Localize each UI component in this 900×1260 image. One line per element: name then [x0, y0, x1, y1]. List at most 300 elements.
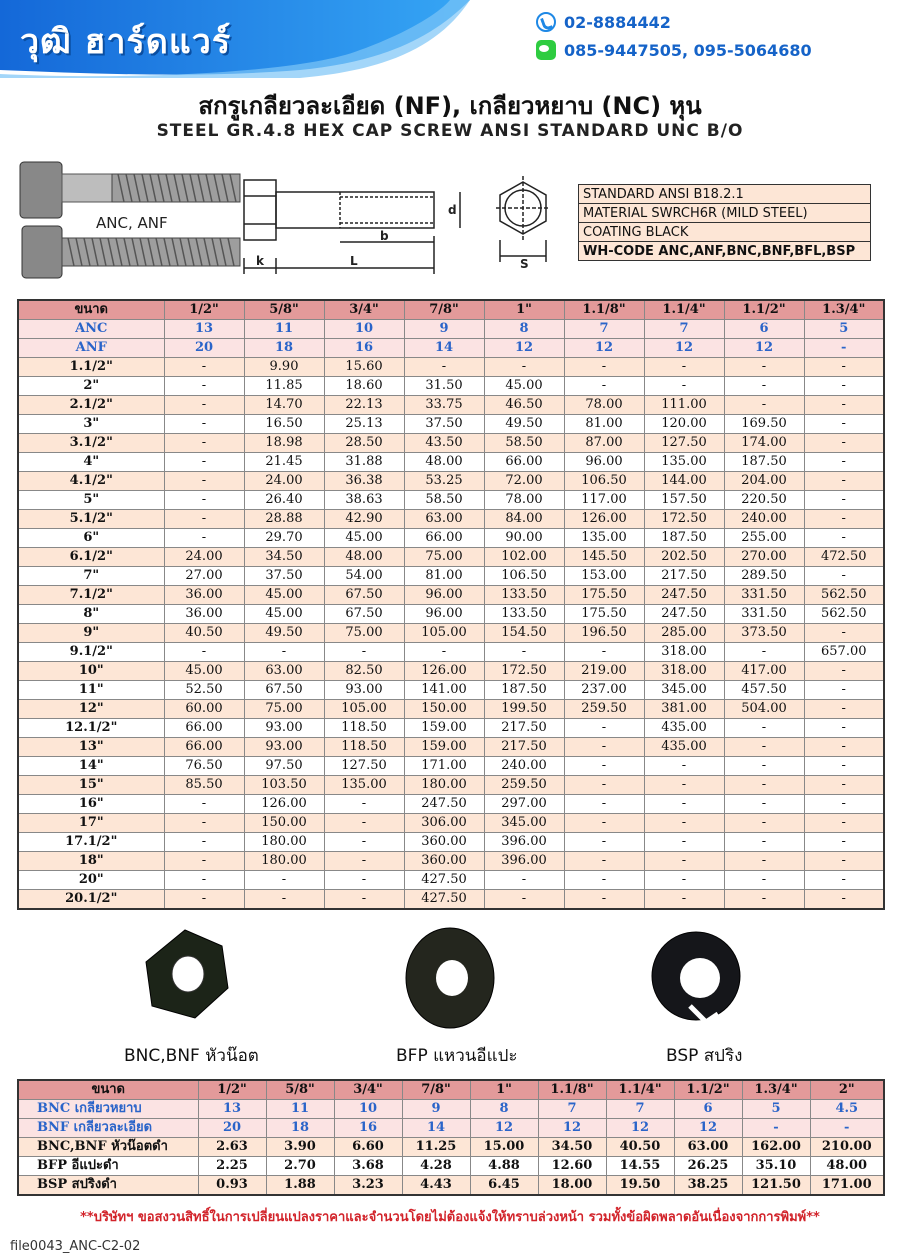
value-cell: 199.50: [484, 700, 564, 719]
value-cell: 373.50: [724, 624, 804, 643]
value-cell: 126.00: [404, 662, 484, 681]
value-cell: 1": [470, 1080, 538, 1100]
value-cell: -: [564, 795, 644, 814]
value-cell: -: [564, 871, 644, 890]
table-row: [18, 396, 884, 415]
value-cell: 11: [244, 320, 324, 339]
value-cell: 159.00: [404, 738, 484, 757]
value-cell: -: [804, 415, 884, 434]
value-cell: 85.50: [164, 776, 244, 795]
value-cell: 187.50: [644, 529, 724, 548]
flat-washer-icon: [406, 928, 494, 1028]
row-label-cell: 18": [18, 852, 164, 871]
value-cell: 12: [606, 1119, 674, 1138]
value-cell: 6: [674, 1100, 742, 1119]
value-cell: 360.00: [404, 852, 484, 871]
value-cell: -: [644, 377, 724, 396]
value-cell: 657.00: [804, 643, 884, 662]
value-cell: 120.00: [644, 415, 724, 434]
value-cell: 22.13: [324, 396, 404, 415]
value-cell: -: [724, 814, 804, 833]
value-cell: -: [244, 871, 324, 890]
value-cell: -: [164, 415, 244, 434]
value-cell: 427.50: [404, 890, 484, 910]
value-cell: -: [564, 890, 644, 910]
value-cell: -: [164, 510, 244, 529]
value-cell: -: [564, 738, 644, 757]
value-cell: 5/8": [244, 300, 324, 320]
value-cell: 318.00: [644, 643, 724, 662]
value-cell: 13: [198, 1100, 266, 1119]
value-cell: -: [164, 890, 244, 910]
value-cell: 8: [484, 320, 564, 339]
value-cell: -: [164, 852, 244, 871]
value-cell: -: [724, 738, 804, 757]
table-row: [18, 662, 884, 681]
row-label-cell: 7": [18, 567, 164, 586]
table-row: [18, 586, 884, 605]
value-cell: 34.50: [244, 548, 324, 567]
value-cell: 46.50: [484, 396, 564, 415]
nut-price-table: [17, 1079, 885, 1196]
value-cell: 240.00: [724, 510, 804, 529]
value-cell: -: [804, 510, 884, 529]
value-cell: 38.25: [674, 1176, 742, 1196]
value-cell: 48.00: [404, 453, 484, 472]
value-cell: 75.00: [244, 700, 324, 719]
value-cell: -: [804, 776, 884, 795]
product-label-nut: BNC,BNF หัวน๊อต: [124, 1046, 259, 1066]
value-cell: 37.50: [244, 567, 324, 586]
row-label-cell: 20": [18, 871, 164, 890]
nut-header-row: [18, 1080, 884, 1100]
value-cell: -: [484, 890, 564, 910]
value-cell: -: [742, 1119, 810, 1138]
table-row: [18, 833, 884, 852]
value-cell: 105.00: [404, 624, 484, 643]
value-cell: 48.00: [324, 548, 404, 567]
value-cell: 18: [266, 1119, 334, 1138]
value-cell: 318.00: [644, 662, 724, 681]
value-cell: 5: [742, 1100, 810, 1119]
row-label-cell: 1.1/2": [18, 358, 164, 377]
value-cell: 96.00: [564, 453, 644, 472]
value-cell: -: [244, 643, 324, 662]
phone-number: 02-8884442: [564, 12, 671, 32]
value-cell: -: [804, 624, 884, 643]
value-cell: 172.50: [484, 662, 564, 681]
value-cell: 331.50: [724, 605, 804, 624]
value-cell: 121.50: [742, 1176, 810, 1196]
value-cell: 135.00: [644, 453, 724, 472]
value-cell: 1": [484, 300, 564, 320]
value-cell: 6: [724, 320, 804, 339]
value-cell: -: [804, 491, 884, 510]
value-cell: 247.50: [644, 605, 724, 624]
file-code: file0043_ANC-C2-02: [10, 1239, 141, 1254]
value-cell: 562.50: [804, 586, 884, 605]
value-cell: 127.50: [644, 434, 724, 453]
value-cell: 96.00: [404, 605, 484, 624]
value-cell: 1.88: [266, 1176, 334, 1196]
value-cell: -: [644, 795, 724, 814]
value-cell: 97.50: [244, 757, 324, 776]
value-cell: 103.50: [244, 776, 324, 795]
value-cell: -: [564, 833, 644, 852]
value-cell: 217.50: [484, 719, 564, 738]
value-cell: 24.00: [244, 472, 324, 491]
value-cell: 78.00: [564, 396, 644, 415]
table-row: [18, 453, 884, 472]
value-cell: -: [164, 453, 244, 472]
value-cell: -: [804, 852, 884, 871]
value-cell: 150.00: [244, 814, 324, 833]
value-cell: 3.68: [334, 1157, 402, 1176]
table-row: [18, 605, 884, 624]
value-cell: 12: [470, 1119, 538, 1138]
table-row: [18, 624, 884, 643]
hex-nut-icon: [146, 930, 228, 1018]
value-cell: -: [564, 377, 644, 396]
value-cell: 187.50: [484, 681, 564, 700]
value-cell: 4.43: [402, 1176, 470, 1196]
table-row: [18, 776, 884, 795]
value-cell: -: [644, 757, 724, 776]
nut-price-row: [18, 1138, 884, 1157]
header-banner: [0, 0, 900, 78]
value-cell: 1.1/2": [724, 300, 804, 320]
value-cell: 75.00: [324, 624, 404, 643]
value-cell: -: [724, 377, 804, 396]
value-cell: 16.50: [244, 415, 324, 434]
value-cell: 153.00: [564, 567, 644, 586]
brand-name: วุฒิ ฮาร์ดแวร์: [20, 22, 232, 62]
value-cell: 3.23: [334, 1176, 402, 1196]
row-label-cell: 6": [18, 529, 164, 548]
value-cell: 175.50: [564, 586, 644, 605]
value-cell: -: [164, 795, 244, 814]
value-cell: 106.50: [564, 472, 644, 491]
value-cell: 81.00: [564, 415, 644, 434]
value-cell: 133.50: [484, 605, 564, 624]
value-cell: 7/8": [404, 300, 484, 320]
value-cell: 102.00: [484, 548, 564, 567]
row-label-cell: 6.1/2": [18, 548, 164, 567]
value-cell: 345.00: [644, 681, 724, 700]
value-cell: 93.00: [244, 719, 324, 738]
value-cell: 12: [538, 1119, 606, 1138]
value-cell: -: [804, 814, 884, 833]
value-cell: 37.50: [404, 415, 484, 434]
table-row: [18, 548, 884, 567]
value-cell: 154.50: [484, 624, 564, 643]
row-label-cell: ANF: [18, 339, 164, 358]
value-cell: -: [804, 396, 884, 415]
value-cell: 63.00: [674, 1138, 742, 1157]
value-cell: 67.50: [244, 681, 324, 700]
row-label-cell: 5.1/2": [18, 510, 164, 529]
bolt-price-table: [17, 299, 885, 910]
value-cell: -: [644, 814, 724, 833]
value-cell: 45.00: [164, 662, 244, 681]
row-label-cell: 16": [18, 795, 164, 814]
value-cell: 28.88: [244, 510, 324, 529]
value-cell: 457.50: [724, 681, 804, 700]
table-row: [18, 814, 884, 833]
value-cell: 237.00: [564, 681, 644, 700]
value-cell: 118.50: [324, 719, 404, 738]
row-label-cell: 4.1/2": [18, 472, 164, 491]
value-cell: 58.50: [484, 434, 564, 453]
value-cell: -: [164, 529, 244, 548]
value-cell: 1.1/8": [564, 300, 644, 320]
value-cell: 105.00: [324, 700, 404, 719]
value-cell: 169.50: [724, 415, 804, 434]
value-cell: 175.50: [564, 605, 644, 624]
value-cell: 66.00: [164, 738, 244, 757]
dim-k-label: k: [256, 254, 264, 268]
value-cell: 3/4": [334, 1080, 402, 1100]
value-cell: 562.50: [804, 605, 884, 624]
value-cell: 45.00: [244, 605, 324, 624]
value-cell: 217.50: [484, 738, 564, 757]
row-label-cell: 8": [18, 605, 164, 624]
value-cell: 72.00: [484, 472, 564, 491]
phone-contact[interactable]: [536, 12, 671, 32]
value-cell: 7: [606, 1100, 674, 1119]
value-cell: 259.50: [484, 776, 564, 795]
value-cell: -: [724, 776, 804, 795]
value-cell: -: [404, 358, 484, 377]
spec-standard: STANDARD ANSI B18.2.1: [579, 185, 871, 204]
value-cell: -: [644, 358, 724, 377]
value-cell: 67.50: [324, 605, 404, 624]
value-cell: -: [804, 434, 884, 453]
value-cell: 135.00: [324, 776, 404, 795]
value-cell: -: [564, 643, 644, 662]
value-cell: 7/8": [402, 1080, 470, 1100]
table-row: [18, 415, 884, 434]
product-label-spring: BSP สปริง: [666, 1046, 743, 1066]
value-cell: 34.50: [538, 1138, 606, 1157]
dim-s-label: S: [520, 257, 529, 271]
bnc-thread-row: [18, 1100, 884, 1119]
value-cell: 33.75: [404, 396, 484, 415]
row-label-cell: 4": [18, 453, 164, 472]
value-cell: 35.10: [742, 1157, 810, 1176]
row-label-cell: BFP อีแปะดำ: [18, 1157, 198, 1176]
value-cell: 15.00: [470, 1138, 538, 1157]
value-cell: 180.00: [404, 776, 484, 795]
value-cell: -: [404, 643, 484, 662]
value-cell: 247.50: [404, 795, 484, 814]
value-cell: 25.13: [324, 415, 404, 434]
value-cell: 13: [164, 320, 244, 339]
value-cell: 396.00: [484, 833, 564, 852]
value-cell: -: [164, 377, 244, 396]
value-cell: 45.00: [244, 586, 324, 605]
value-cell: 150.00: [404, 700, 484, 719]
value-cell: 171.00: [810, 1176, 884, 1196]
value-cell: -: [164, 643, 244, 662]
value-cell: -: [164, 871, 244, 890]
value-cell: 63.00: [244, 662, 324, 681]
value-cell: 12: [484, 339, 564, 358]
value-cell: -: [724, 833, 804, 852]
value-cell: 12: [564, 339, 644, 358]
value-cell: 1.1/2": [674, 1080, 742, 1100]
value-cell: -: [164, 396, 244, 415]
value-cell: 48.00: [810, 1157, 884, 1176]
value-cell: 3/4": [324, 300, 404, 320]
value-cell: -: [564, 358, 644, 377]
value-cell: 38.63: [324, 491, 404, 510]
hex-head-end-view: [496, 176, 550, 262]
value-cell: 40.50: [606, 1138, 674, 1157]
value-cell: 78.00: [484, 491, 564, 510]
value-cell: 1.1/4": [644, 300, 724, 320]
value-cell: 504.00: [724, 700, 804, 719]
value-cell: 28.50: [324, 434, 404, 453]
value-cell: 289.50: [724, 567, 804, 586]
value-cell: 90.00: [484, 529, 564, 548]
row-label-cell: 7.1/2": [18, 586, 164, 605]
value-cell: 126.00: [564, 510, 644, 529]
value-cell: 1.1/8": [538, 1080, 606, 1100]
value-cell: -: [244, 890, 324, 910]
row-label-cell: 9": [18, 624, 164, 643]
table-row: [18, 529, 884, 548]
value-cell: 285.00: [644, 624, 724, 643]
anc-thread-row: [18, 320, 884, 339]
table-row: [18, 358, 884, 377]
value-cell: 82.50: [324, 662, 404, 681]
value-cell: -: [724, 396, 804, 415]
value-cell: 75.00: [404, 548, 484, 567]
row-label-cell: BNF เกลียวละเอียด: [18, 1119, 198, 1138]
value-cell: -: [804, 833, 884, 852]
value-cell: 162.00: [742, 1138, 810, 1157]
title-thai: สกรูเกลียวละเอียด (NF), เกลียวหยาบ (NC) หุน: [198, 92, 702, 120]
table-row: [18, 757, 884, 776]
row-label-cell: BSP สปริงดำ: [18, 1176, 198, 1196]
value-cell: -: [804, 871, 884, 890]
spec-table: [578, 184, 871, 261]
row-label-cell: 11": [18, 681, 164, 700]
value-cell: -: [804, 757, 884, 776]
table-row: [18, 567, 884, 586]
value-cell: 67.50: [324, 586, 404, 605]
value-cell: 45.00: [324, 529, 404, 548]
phone-icon: [536, 12, 556, 32]
value-cell: -: [804, 529, 884, 548]
row-label-cell: 12.1/2": [18, 719, 164, 738]
value-cell: -: [324, 795, 404, 814]
table-row: [18, 510, 884, 529]
value-cell: 45.00: [484, 377, 564, 396]
value-cell: -: [324, 814, 404, 833]
line-app-icon: [536, 40, 556, 60]
value-cell: 40.50: [164, 624, 244, 643]
value-cell: -: [724, 890, 804, 910]
value-cell: 26.40: [244, 491, 324, 510]
value-cell: 93.00: [244, 738, 324, 757]
row-label-cell: 10": [18, 662, 164, 681]
table-row: [18, 643, 884, 662]
value-cell: 381.00: [644, 700, 724, 719]
value-cell: 14: [402, 1119, 470, 1138]
bnf-thread-row: [18, 1119, 884, 1138]
value-cell: 219.00: [564, 662, 644, 681]
value-cell: 331.50: [724, 586, 804, 605]
value-cell: 396.00: [484, 852, 564, 871]
value-cell: 1.1/4": [606, 1080, 674, 1100]
value-cell: 345.00: [484, 814, 564, 833]
value-cell: -: [324, 833, 404, 852]
value-cell: 27.00: [164, 567, 244, 586]
value-cell: -: [164, 358, 244, 377]
row-label-cell: 12": [18, 700, 164, 719]
value-cell: -: [810, 1119, 884, 1138]
value-cell: -: [644, 871, 724, 890]
value-cell: 180.00: [244, 852, 324, 871]
value-cell: -: [644, 833, 724, 852]
value-cell: 141.00: [404, 681, 484, 700]
value-cell: 58.50: [404, 491, 484, 510]
value-cell: 7: [564, 320, 644, 339]
value-cell: 126.00: [244, 795, 324, 814]
value-cell: 2.70: [266, 1157, 334, 1176]
value-cell: -: [724, 757, 804, 776]
value-cell: -: [804, 358, 884, 377]
value-cell: 49.50: [244, 624, 324, 643]
value-cell: 306.00: [404, 814, 484, 833]
value-cell: 16: [334, 1119, 402, 1138]
value-cell: 7: [538, 1100, 606, 1119]
value-cell: 6.60: [334, 1138, 402, 1157]
line-contact[interactable]: [536, 40, 812, 60]
value-cell: 10: [324, 320, 404, 339]
value-cell: 36.38: [324, 472, 404, 491]
value-cell: -: [484, 871, 564, 890]
row-label-cell: 9.1/2": [18, 643, 164, 662]
anf-thread-row: [18, 339, 884, 358]
value-cell: 204.00: [724, 472, 804, 491]
value-cell: 145.50: [564, 548, 644, 567]
value-cell: 18: [244, 339, 324, 358]
value-cell: 159.00: [404, 719, 484, 738]
value-cell: 10: [334, 1100, 402, 1119]
value-cell: 4.88: [470, 1157, 538, 1176]
value-cell: 9: [402, 1100, 470, 1119]
nut-price-row: [18, 1176, 884, 1196]
value-cell: 18.98: [244, 434, 324, 453]
table-row: [18, 491, 884, 510]
value-cell: 60.00: [164, 700, 244, 719]
spring-washer-icon: [652, 932, 740, 1022]
value-cell: 127.50: [324, 757, 404, 776]
value-cell: 20: [164, 339, 244, 358]
row-label-cell: BNC เกลียวหยาบ: [18, 1100, 198, 1119]
value-cell: 106.50: [484, 567, 564, 586]
row-label-cell: 13": [18, 738, 164, 757]
spec-wh-code: WH-CODE ANC,ANF,BNC,BNF,BFL,BSP: [579, 242, 871, 261]
value-cell: -: [324, 643, 404, 662]
value-cell: 31.88: [324, 453, 404, 472]
value-cell: 217.50: [644, 567, 724, 586]
value-cell: 66.00: [484, 453, 564, 472]
value-cell: 14.55: [606, 1157, 674, 1176]
